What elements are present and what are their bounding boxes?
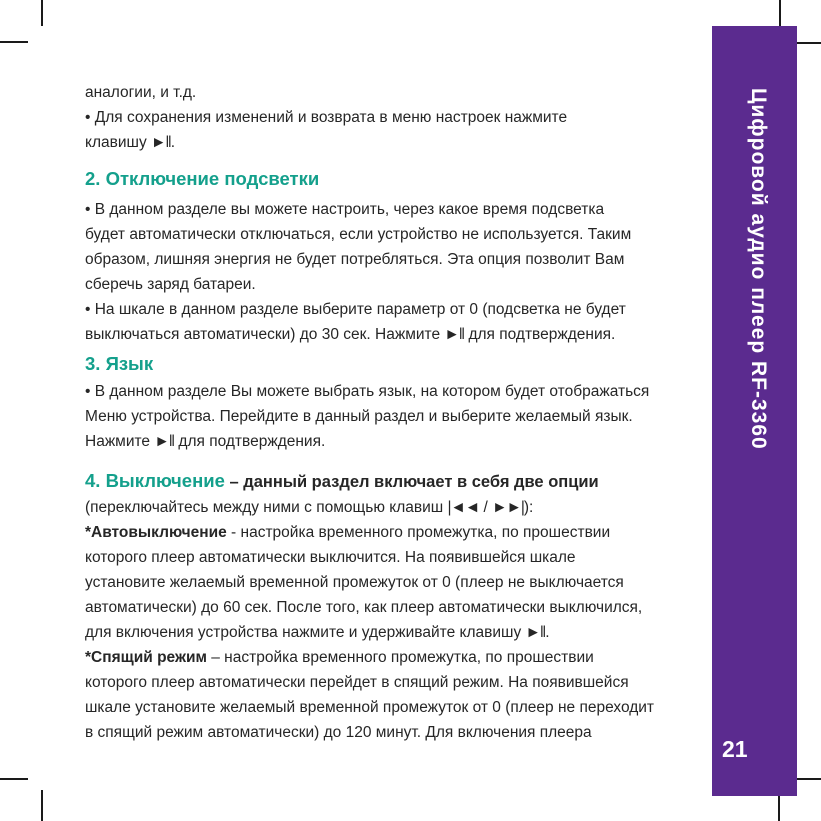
text-line <box>85 645 710 670</box>
page-number: 21 <box>722 736 748 762</box>
text-segment: - настройка временного промежутка, по прошествии <box>226 524 611 541</box>
next-icon: ►►| <box>492 499 524 516</box>
text-segment: . <box>545 624 550 641</box>
section-heading-poweroff <box>85 470 710 494</box>
text-segment: / <box>479 499 493 516</box>
text-segment: клавишу <box>85 134 152 151</box>
text-line: • На шкале в данном разделе выберите параметр от 0 (подсветка не будет <box>85 301 626 318</box>
text-line: аналогии, и т.д. <box>85 84 197 101</box>
text-line: сберечь заряд батареи. <box>85 276 256 293</box>
text-line: которого плеер автоматически выключится. На появившейся шкале <box>85 549 576 566</box>
text-segment: . <box>170 134 176 151</box>
text-line <box>85 495 710 520</box>
play-pause-icon: ►‖ <box>525 624 546 641</box>
text-segment: для подтверждения. <box>464 326 616 343</box>
section-heading-backlight: 2. Отключение подсветки <box>85 168 320 189</box>
sidebar <box>712 26 797 796</box>
crop-mark-bottom-left-horizontal <box>0 778 28 780</box>
text-line <box>85 130 710 155</box>
language-paragraph <box>85 379 710 454</box>
text-line <box>85 429 710 454</box>
text-line <box>85 322 710 347</box>
poweroff-paragraph <box>85 495 710 745</box>
text-line: будет автоматически отключаться, если устройство не используется. Таким <box>85 226 632 243</box>
section-heading-language: 3. Язык <box>85 353 154 374</box>
text-segment: выключаться автоматически) до 30 сек. Нажмите <box>85 326 445 343</box>
text-segment: (переключайтесь между ними с помощью клавиш <box>85 499 448 516</box>
intro-paragraph <box>85 80 710 155</box>
text-line: которого плеер автоматически перейдет в спящий режим. На появившейся <box>85 674 629 691</box>
option-name-auto-poweroff: *Автовыключение <box>85 524 227 541</box>
page-content <box>85 0 710 745</box>
text-segment: Нажмите <box>85 433 155 450</box>
backlight-paragraph <box>85 197 710 347</box>
crop-mark-top-right-vertical <box>779 0 781 26</box>
text-line: в спящий режим автоматически) до 120 минут. Для включения плеера <box>85 724 592 741</box>
text-line: • В данном разделе вы можете настроить, через какое время подсветка <box>85 201 605 218</box>
sidebar-title: Цифровой аудио плеер RF-3360 <box>747 88 770 450</box>
play-pause-icon: ►‖ <box>154 433 175 450</box>
text-line <box>85 620 710 645</box>
previous-icon: |◄◄ <box>447 499 480 516</box>
section-heading-poweroff-title: 4. Выключение <box>85 470 225 491</box>
text-segment: – настройка временного промежутка, по прошествии <box>206 649 594 666</box>
text-segment: для включения устройства нажмите и удерживайте клавишу <box>85 624 526 641</box>
text-line: • В данном разделе Вы можете выбрать язык, на котором будет отображаться <box>85 383 650 400</box>
play-pause-icon: ►‖ <box>151 134 171 151</box>
crop-mark-top-left-vertical <box>41 0 43 26</box>
option-name-sleep-mode: *Спящий режим <box>85 649 207 666</box>
crop-mark-bottom-left-vertical <box>41 790 43 821</box>
text-line <box>85 520 710 545</box>
section-heading-poweroff-subtitle: – данный раздел включает в себя две опции <box>224 473 599 491</box>
text-line: автоматически) до 60 сек. После того, как плеер автоматически выключился, <box>85 599 643 616</box>
text-line: образом, лишняя энергия не будет потребляться. Эта опция позволит Вам <box>85 251 625 268</box>
text-line: Меню устройства. Перейдите в данный раздел и выберите желаемый язык. <box>85 408 633 425</box>
crop-mark-top-left-horizontal <box>0 41 28 43</box>
text-line: установите желаемый временной промежуток от 0 (плеер не выключается <box>85 574 624 591</box>
text-segment: для подтверждения. <box>174 433 326 450</box>
play-pause-icon: ►‖ <box>444 326 465 343</box>
text-segment: ): <box>523 499 534 516</box>
text-line: шкале установите желаемый временной промежуток от 0 (плеер не переходит <box>85 699 655 716</box>
text-line: • Для сохранения изменений и возврата в меню настроек нажмите <box>85 109 568 126</box>
